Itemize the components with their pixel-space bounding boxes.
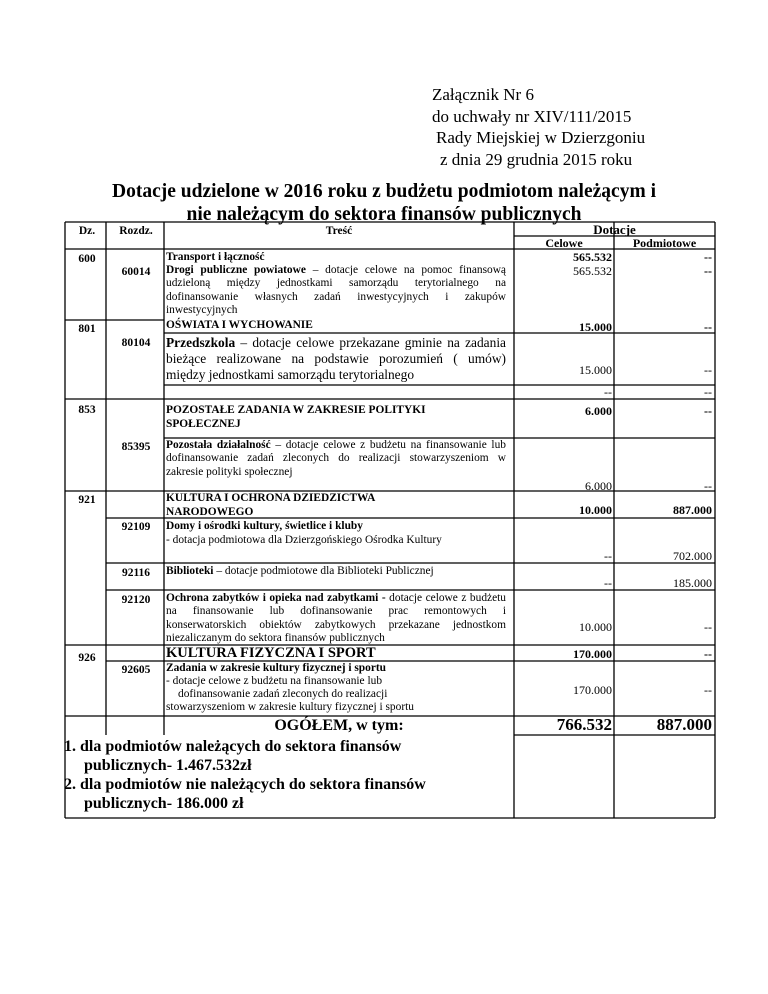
row-80104-desc: – dotacje celowe przekazane gminie na zadania bieżące realizowane na podstawie porozumień ( umów) między jednostkami samorządu terytorialnego (166, 335, 506, 382)
row-801-dz: 801 (78, 323, 96, 335)
row-92109-celowe: -- (604, 549, 612, 563)
header-podmiotowe: Podmiotowe (632, 236, 697, 250)
row-80104-text (166, 335, 506, 383)
row-801-text: OŚWIATA I WYCHOWANIE (166, 319, 313, 331)
row-60014-celowe: 565.532 (573, 264, 612, 278)
row-92120-celowe: 10.000 (579, 620, 612, 634)
row-92605-line-4: stowarzyszeniom w zakresie kultury fizycznej i sportu (166, 701, 414, 713)
summary-item-2-line-2: publicznych- 186.000 zł (84, 795, 244, 812)
annex-line-1: Załącznik Nr 6 (432, 85, 534, 104)
row-853-text-2: SPOŁECZNEJ (166, 418, 241, 430)
row-92605-rozdz: 92605 (121, 664, 151, 676)
row-926-podmiotowe: -- (704, 647, 712, 661)
row-80104-podmiotowe: -- (704, 363, 712, 377)
row-60014-desc: – dotacje celowe na pomoc finansową udzieloną między jednostkami samorządu terytorialnego na dofinansowanie własnych zadań inwestycyjnych i zakupów inwestycyjnych (166, 264, 506, 316)
row-80104-rozdz: 80104 (121, 337, 151, 349)
total-label: OGÓŁEM, w tym: (274, 717, 404, 734)
row-92109-rozdz: 92109 (121, 521, 151, 533)
row-80104-celowe-2: -- (604, 385, 612, 399)
row-853-celowe: 6.000 (585, 404, 612, 418)
row-921-celowe: 10.000 (579, 503, 612, 517)
row-600-text: Transport i łączność (166, 251, 265, 263)
row-60014-text (166, 264, 506, 317)
title-line-1: Dotacje udzielone w 2016 roku z budżetu podmiotom należącym i (112, 181, 656, 202)
row-921-podmiotowe: 887.000 (673, 503, 712, 517)
row-92120-title: Ochrona zabytków i opieka nad zabytkami - (166, 592, 386, 604)
row-85395-podmiotowe: -- (704, 479, 712, 493)
row-926-text: KULTURA FIZYCZNA I SPORT (166, 645, 376, 661)
row-600-podmiotowe: -- (704, 250, 712, 264)
header-dz: Dz. (78, 225, 96, 237)
row-60014-rozdz: 60014 (121, 266, 151, 278)
row-92605-title: Zadania w zakresie kultury fizycznej i sportu (166, 662, 387, 674)
row-92120-desc: dotacje celowe z budżetu na finansowanie lub dofinansowanie prac remontowych i konserwatorskich obiektów zabytkowych przekazane jednostkom niezaliczanym do sektora finansów publicznych (166, 592, 506, 644)
row-85395-rozdz: 85395 (121, 441, 151, 453)
row-853-podmiotowe: -- (704, 404, 712, 418)
summary-item-1-line-1: 1. dla podmiotów należących do sektora finansów (64, 738, 402, 755)
header-tresc: Treść (325, 225, 353, 237)
row-92605-podmiotowe: -- (704, 683, 712, 697)
row-92120-podmiotowe: -- (704, 620, 712, 634)
summary-item-2-line-1: 2. dla podmiotów nie należących do sektora finansów (64, 776, 426, 793)
row-92605-line-2: - dotacje celowe z budżetu na finansowanie lub (166, 675, 383, 687)
row-801-podmiotowe: -- (704, 320, 712, 334)
row-92116-podmiotowe: 185.000 (673, 576, 712, 590)
row-92120-text (166, 592, 506, 645)
annex-line-4: z dnia 29 grudnia 2015 roku (440, 149, 633, 169)
annex-line-2: do uchwały nr XIV/111/2015 (432, 106, 632, 126)
row-80104-podmiotowe-2: -- (704, 385, 712, 399)
row-60014-podmiotowe: -- (704, 264, 712, 278)
total-podmiotowe: 887.000 (656, 715, 712, 734)
row-92605-line-3: dofinansowanie zadań zleconych do realizacji (178, 688, 388, 700)
row-85395-desc: – dotacje celowe z budżetu na finansowanie lub dofinansowanie zadań zleconych do realizacji stowarzyszeniom w zakresie polityki społecznej (166, 439, 506, 478)
row-92116-rozdz: 92116 (121, 567, 151, 579)
row-60014-title: Drogi publiczne powiatowe (166, 264, 306, 276)
row-92120-rozdz: 92120 (121, 594, 151, 606)
row-921-text-1: KULTURA I OCHRONA DZIEDZICTWA (166, 492, 376, 504)
document-title (60, 180, 708, 226)
summary-item-1-line-2: publicznych- 1.467.532zł (84, 757, 252, 774)
row-85395-text (166, 439, 506, 479)
row-92109-desc: - dotacja podmiotowa dla Dzierzgońskiego Ośrodka Kultury (166, 534, 442, 546)
annex-header (432, 84, 645, 170)
row-92109-podmiotowe: 702.000 (673, 549, 712, 563)
header-rozdz: Rozdz. (119, 225, 153, 237)
row-92116-title: Biblioteki (166, 565, 214, 577)
row-921-dz: 921 (78, 494, 96, 506)
row-85395-celowe: 6.000 (585, 479, 612, 493)
header-dotacje: Dotacje (593, 222, 636, 237)
row-92116-desc: – dotacje podmiotowe dla Biblioteki Publicznej (213, 565, 434, 577)
row-80104-celowe: 15.000 (579, 363, 612, 377)
row-85395-title: Pozostała działalność (166, 439, 271, 451)
annex-line-3: Rady Miejskiej w Dzierzgoniu (436, 128, 646, 147)
row-92109-title: Domy i ośrodki kultury, świetlice i kluby (166, 520, 363, 532)
row-926-dz: 926 (78, 652, 96, 664)
row-853-dz: 853 (78, 404, 96, 416)
row-92605-celowe: 170.000 (573, 683, 612, 697)
row-921-text-2: NARODOWEGO (166, 506, 254, 518)
row-926-celowe: 170.000 (573, 647, 612, 661)
row-853-text-1: POZOSTAŁE ZADANIA W ZAKRESIE POLITYKI (166, 404, 426, 416)
row-92116-celowe: -- (604, 576, 612, 590)
header-celowe: Celowe (545, 236, 583, 250)
row-80104-title: Przedszkola (166, 335, 236, 350)
total-celowe: 766.532 (556, 715, 612, 734)
title-line-2: nie należącym do sektora finansów publicznych (186, 204, 582, 225)
row-801-celowe: 15.000 (579, 320, 612, 334)
row-92116-text (166, 565, 506, 578)
row-600-dz: 600 (78, 253, 96, 265)
row-600-celowe: 565.532 (573, 250, 612, 264)
